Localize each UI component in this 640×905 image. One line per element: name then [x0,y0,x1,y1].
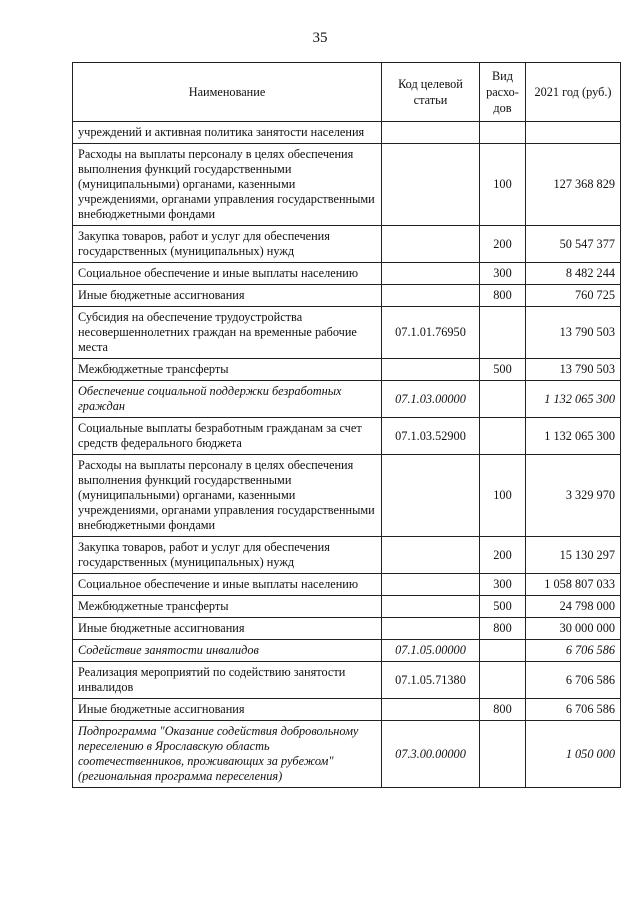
header-code: Код целевой статьи [382,63,480,122]
row-amount: 1 132 065 300 [526,418,621,455]
row-amount: 3 329 970 [526,455,621,537]
row-kind [480,307,526,359]
table-row [73,122,621,144]
table-row [73,537,621,574]
table-row [73,307,621,359]
table-row [73,721,621,788]
table-header-row [73,63,621,122]
table-row [73,285,621,307]
row-code [382,618,480,640]
row-kind: 300 [480,263,526,285]
row-kind [480,721,526,788]
row-kind: 100 [480,455,526,537]
row-amount: 24 798 000 [526,596,621,618]
table-row [73,596,621,618]
row-kind: 800 [480,618,526,640]
row-code: 07.1.05.71380 [382,662,480,699]
row-code [382,285,480,307]
header-kind: Вид расхо-дов [480,63,526,122]
header-amount: 2021 год (руб.) [526,63,621,122]
table-row [73,574,621,596]
row-amount: 13 790 503 [526,307,621,359]
row-name: Закупка товаров, работ и услуг для обеспечения государственных (муниципальных) нужд [73,537,382,574]
row-name: Подпрограмма "Оказание содействия добровольному переселению в Ярославскую область соотечественников, проживающих за рубежом" (региональная программа переселения) [73,721,382,788]
header-name: Наименование [73,63,382,122]
row-kind [480,122,526,144]
row-amount [526,122,621,144]
table-body [73,122,621,788]
row-code: 07.1.05.00000 [382,640,480,662]
row-code [382,455,480,537]
row-code [382,263,480,285]
row-name: Обеспечение социальной поддержки безработных граждан [73,381,382,418]
table-row [73,263,621,285]
row-amount: 6 706 586 [526,699,621,721]
row-name: Расходы на выплаты персоналу в целях обеспечения выполнения функций государственными (муниципальными) органами, казенными учреждениями, органами управления государственными внебюджетными фондами [73,144,382,226]
table-row [73,618,621,640]
row-amount: 6 706 586 [526,640,621,662]
budget-table [72,62,621,788]
row-code [382,596,480,618]
row-amount: 30 000 000 [526,618,621,640]
row-name: Реализация мероприятий по содействию занятости инвалидов [73,662,382,699]
table-row [73,640,621,662]
row-amount: 1 132 065 300 [526,381,621,418]
row-name: Субсидия на обеспечение трудоустройства несовершеннолетних граждан на временные рабочие места [73,307,382,359]
table-row [73,418,621,455]
row-code [382,144,480,226]
row-name: Социальное обеспечение и иные выплаты населению [73,574,382,596]
row-kind: 200 [480,226,526,263]
page-number: 35 [312,30,328,46]
row-name: Иные бюджетные ассигнования [73,285,382,307]
row-amount: 50 547 377 [526,226,621,263]
row-code [382,359,480,381]
row-kind: 800 [480,699,526,721]
row-amount: 760 725 [526,285,621,307]
row-name: Социальные выплаты безработным гражданам за счет средств федерального бюджета [73,418,382,455]
row-kind [480,381,526,418]
row-name: Закупка товаров, работ и услуг для обеспечения государственных (муниципальных) нужд [73,226,382,263]
row-code [382,537,480,574]
row-kind: 500 [480,596,526,618]
row-amount: 8 482 244 [526,263,621,285]
table-row [73,662,621,699]
row-name: Иные бюджетные ассигнования [73,618,382,640]
row-name: Межбюджетные трансферты [73,359,382,381]
row-code [382,122,480,144]
row-kind: 500 [480,359,526,381]
row-amount: 15 130 297 [526,537,621,574]
row-name: Содействие занятости инвалидов [73,640,382,662]
row-name: учреждений и активная политика занятости населения [73,122,382,144]
row-amount: 1 058 807 033 [526,574,621,596]
row-code: 07.1.01.76950 [382,307,480,359]
table-row [73,144,621,226]
row-kind [480,418,526,455]
row-amount: 127 368 829 [526,144,621,226]
row-kind: 800 [480,285,526,307]
row-kind: 300 [480,574,526,596]
table-row [73,455,621,537]
row-kind: 200 [480,537,526,574]
row-name: Иные бюджетные ассигнования [73,699,382,721]
row-name: Расходы на выплаты персоналу в целях обеспечения выполнения функций государственными (муниципальными) органами, казенными учреждениями, органами управления государственными внебюджетными фондами [73,455,382,537]
row-kind [480,640,526,662]
row-amount: 6 706 586 [526,662,621,699]
row-name: Межбюджетные трансферты [73,596,382,618]
row-name: Социальное обеспечение и иные выплаты населению [73,263,382,285]
row-kind [480,662,526,699]
row-code: 07.1.03.00000 [382,381,480,418]
table-row [73,699,621,721]
row-code [382,226,480,263]
table-row [73,381,621,418]
table-row [73,359,621,381]
row-code: 07.3.00.00000 [382,721,480,788]
table-row [73,226,621,263]
row-amount: 13 790 503 [526,359,621,381]
row-code: 07.1.03.52900 [382,418,480,455]
row-code [382,574,480,596]
row-code [382,699,480,721]
row-amount: 1 050 000 [526,721,621,788]
row-kind: 100 [480,144,526,226]
